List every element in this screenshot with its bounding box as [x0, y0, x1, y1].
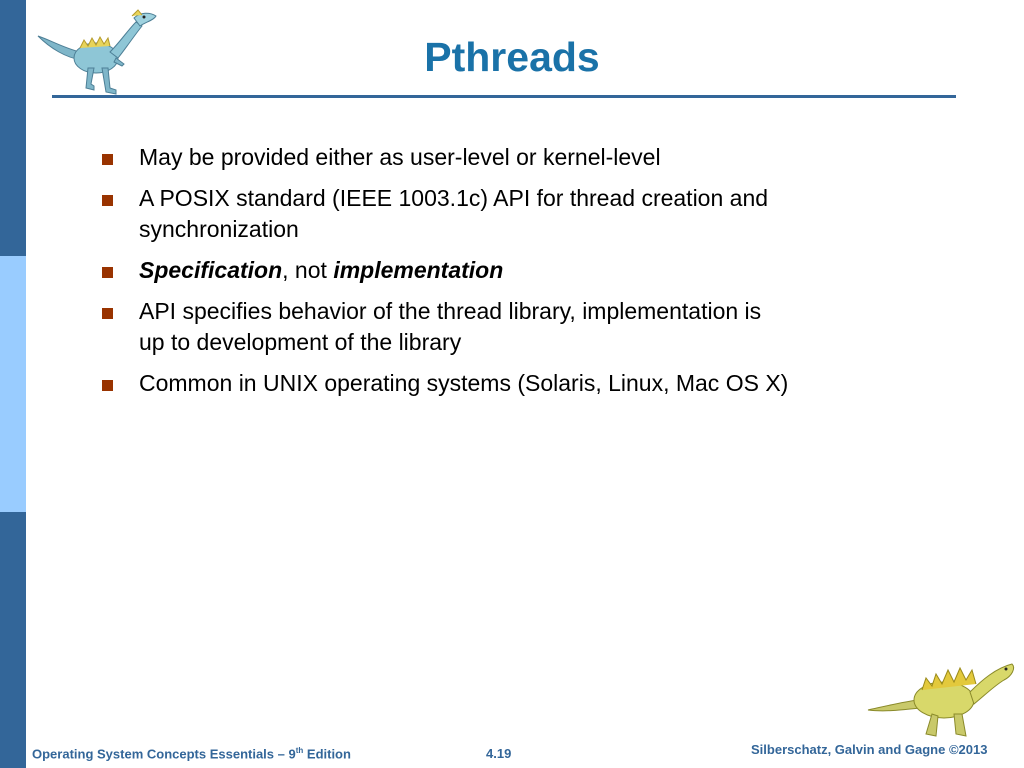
square-bullet-icon: [102, 154, 113, 165]
dinosaur-icon: [866, 656, 1018, 738]
square-bullet-icon: [102, 308, 113, 319]
list-item: [102, 368, 902, 399]
side-bar-bottom: [0, 512, 26, 768]
list-item: [102, 183, 902, 245]
square-bullet-icon: [102, 380, 113, 391]
bullet-list: [102, 142, 902, 409]
side-bar-middle: [0, 256, 26, 512]
footer-book-title: [32, 746, 351, 761]
footer-book-prefix: Operating System Concepts Essentials – 9: [32, 746, 296, 762]
bullet-text: May be provided either as user-level or kernel-level: [139, 144, 661, 170]
footer-copyright: Silberschatz, Galvin and Gagne ©2013: [751, 742, 988, 757]
title-divider: [52, 95, 956, 98]
footer-book-superscript: th: [295, 746, 304, 755]
list-item: [102, 255, 902, 286]
bullet-text-middle: , not: [282, 257, 334, 283]
slide-title: Pthreads: [424, 34, 600, 80]
footer-book-suffix: Edition: [303, 746, 351, 762]
emphasis-implementation: implementation: [333, 257, 504, 283]
list-item: [102, 142, 902, 173]
bullet-text-line-2: up to development of the library: [139, 329, 462, 355]
square-bullet-icon: [102, 267, 113, 278]
emphasis-specification: Specification: [139, 257, 283, 283]
side-bar: [0, 0, 26, 768]
list-item: [102, 296, 902, 358]
bullet-text-line-2: synchronization: [139, 216, 299, 242]
page-number: 4.19: [486, 746, 512, 761]
bullet-text: Common in UNIX operating systems (Solaris, Linux, Mac OS X): [139, 370, 789, 396]
bullet-text-line-1: API specifies behavior of the thread library, implementation is: [139, 298, 762, 324]
bullet-text-line-1: A POSIX standard (IEEE 1003.1c) API for thread creation and: [139, 185, 769, 211]
square-bullet-icon: [102, 195, 113, 206]
